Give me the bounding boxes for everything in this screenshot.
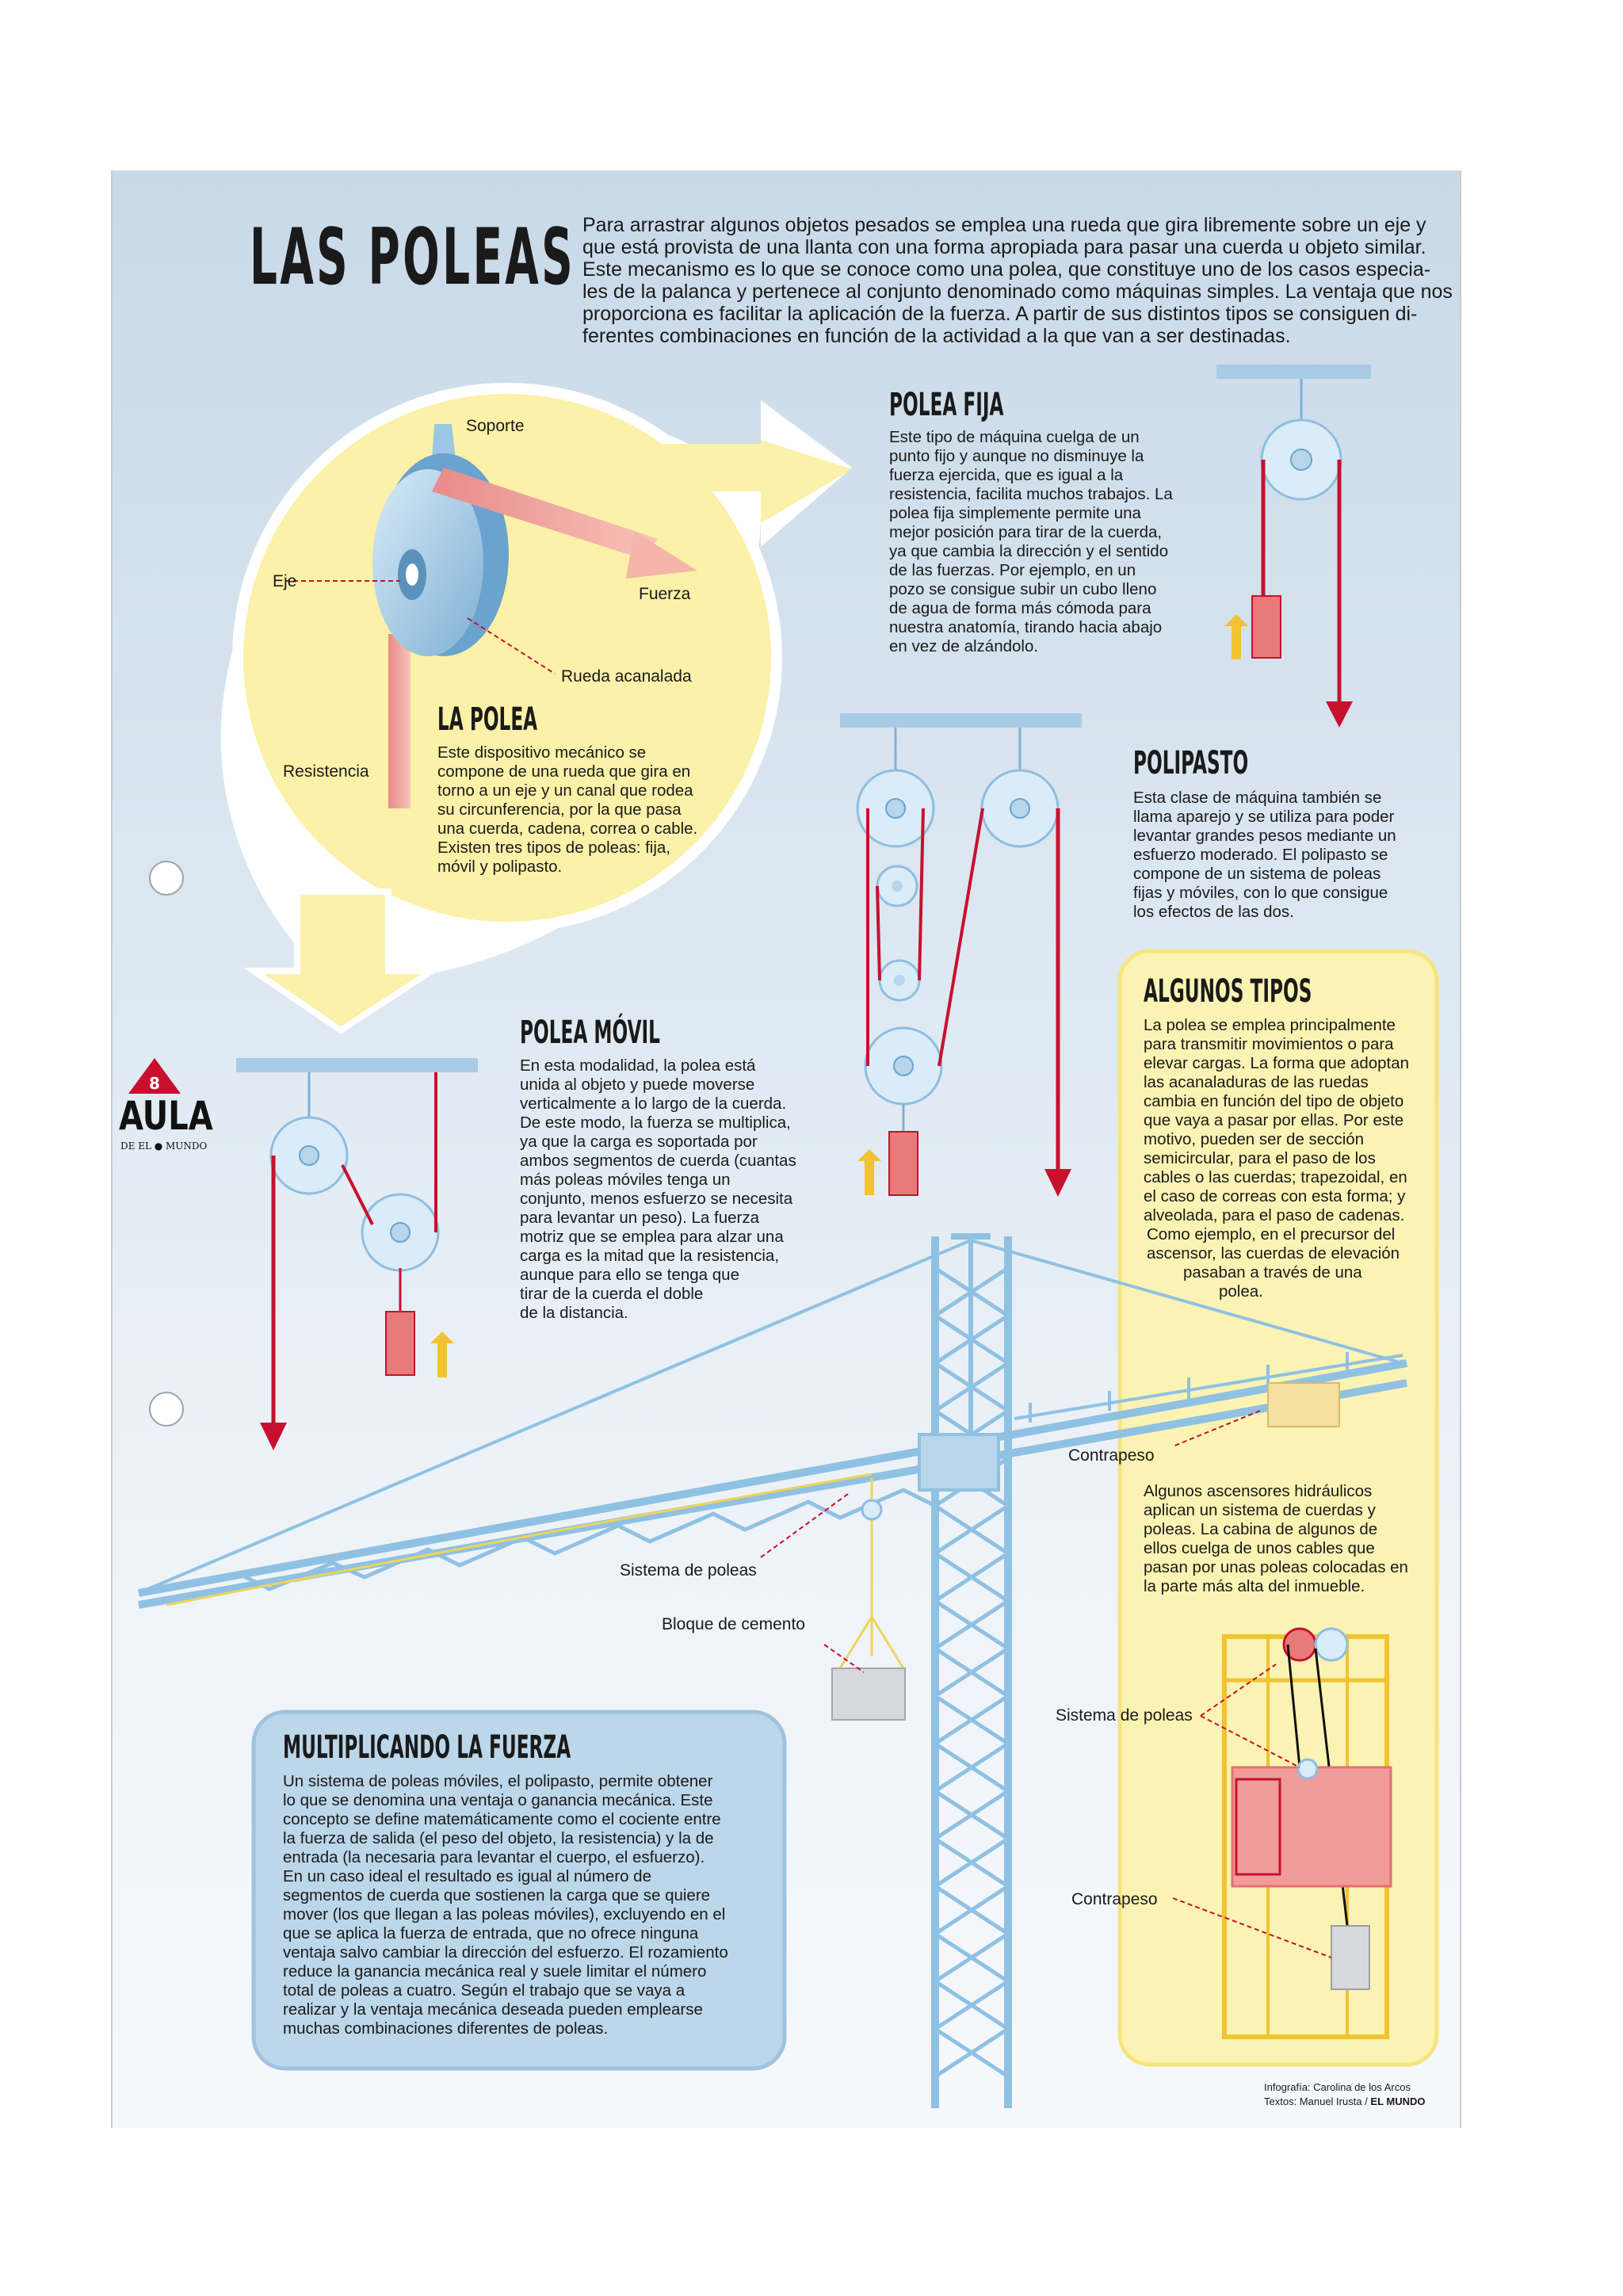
text-line: polea fija simplemente permite una <box>889 504 1141 522</box>
text-line: resistencia, facilita muchos trabajos. La <box>889 485 1173 503</box>
text-line: móvil y polipasto. <box>437 858 563 876</box>
text-line: Este tipo de máquina cuelga de un <box>889 428 1140 446</box>
la-polea-heading: LA POLEA <box>437 701 538 738</box>
text-line: Este dispositivo mecánico se <box>437 743 647 762</box>
text-line: motivo, pueden ser de sección <box>1144 1130 1365 1148</box>
text-line: ventaja salvo cambiar la dirección del esfuerzo. El rozamiento <box>283 1943 728 1962</box>
crane-counterweight-icon <box>1268 1383 1339 1427</box>
algunos-tipos-heading: ALGUNOS TIPOS <box>1144 973 1312 1010</box>
label-rueda-acanalada: Rueda acanalada <box>561 667 692 686</box>
text-line: Esta clase de máquina también se <box>1133 789 1382 807</box>
text-line: En esta modalidad, la polea está <box>520 1056 756 1075</box>
text-line: verticalmente a lo largo de la cuerda. <box>520 1095 787 1113</box>
text-line: total de poleas a cuatro. Según el trabajo que se vaya a <box>283 1981 685 2000</box>
text-line: la parte más alta del inmueble. <box>1144 1577 1365 1595</box>
text-line: las acanaladuras de las ruedas <box>1144 1073 1369 1091</box>
intro-text <box>582 214 1454 347</box>
polea-movil-diagram <box>236 1058 478 1450</box>
text-line: motriz que se emplea para alzar una <box>520 1228 784 1246</box>
text-line: ya que la carga es soportada por <box>520 1133 758 1151</box>
text-line: una cuerda, cadena, correa o cable. <box>437 819 698 838</box>
text-line: ambos segmentos de cuerda (cuantas <box>520 1152 796 1170</box>
text-line: elevar cargas. La forma que adoptan <box>1144 1054 1410 1072</box>
text-line: que vaya a pasar por ellas. Por este <box>1144 1111 1404 1129</box>
text-line: compone de un sistema de poleas <box>1133 865 1381 883</box>
text-line: ya que cambia la dirección y el sentido <box>889 542 1169 560</box>
text-line: en vez de alzándolo. <box>889 637 1039 655</box>
text-line: el caso de correas con esta forma; y <box>1144 1187 1406 1205</box>
text-line: fijas y móviles, con lo que consigue <box>1133 884 1388 902</box>
text-line: punto fijo y aunque no disminuye la <box>889 447 1144 465</box>
text-line: compone de una rueda que gira en <box>437 762 691 781</box>
text-line: entrada (la necesaria para levantar el cuerpo, el esfuerzo). <box>283 1848 705 1866</box>
text-line: ascensor, las cuerdas de elevación <box>1147 1244 1400 1263</box>
text-line: para transmitir movimientos o para <box>1144 1035 1394 1053</box>
text-line: semicircular, para el paso de los <box>1144 1149 1376 1167</box>
polipasto-diagram <box>840 713 1082 1197</box>
multiplicando-text <box>283 1772 766 2038</box>
intro-line: que está provista de una llanta con una forma apropiada para pasar una cuerda u objeto similar. <box>582 236 1426 258</box>
polea-fija-heading: POLEA FIJA <box>889 387 1004 423</box>
text-line: lo que se denomina una ventaja o ganancia mecánica. Este <box>283 1791 713 1809</box>
text-line: conjunto, menos esfuerzo se necesita <box>520 1190 793 1208</box>
intro-line: Este mecanismo es lo que se conoce como una polea, que constituye uno de los casos especia- <box>582 258 1431 281</box>
label-soporte: Soporte <box>466 417 525 435</box>
text-line: de agua de forma más cómoda para <box>889 599 1151 617</box>
text-line: los efectos de las dos. <box>1133 903 1294 921</box>
label-elevator-contrapeso: Contrapeso <box>1071 1890 1158 1908</box>
text-line: concepto se define matemáticamente como el cociente entre <box>283 1810 721 1828</box>
polipasto-text <box>1133 789 1442 922</box>
text-line: la fuerza de salida (el peso del objeto, la resistencia) y la de <box>283 1829 714 1847</box>
text-line: mover (los que llegan a las poleas móviles), excluyendo en el <box>283 1905 726 1924</box>
text-line: La polea se emplea principalmente <box>1144 1016 1396 1034</box>
multiplicando-heading: MULTIPLICANDO LA FUERZA <box>283 1729 571 1766</box>
label-fuerza: Fuerza <box>639 585 691 603</box>
text-line: llama aparejo y se utiliza para poder <box>1133 808 1395 826</box>
text-line: muchas combinaciones diferentes de poleas. <box>283 2019 609 2038</box>
label-elevator-sistema-poleas: Sistema de poleas <box>1056 1706 1193 1725</box>
label-eje: Eje <box>273 572 297 590</box>
credits-brand: EL MUNDO <box>1370 2095 1426 2107</box>
credits <box>1264 2080 1426 2109</box>
text-line: tirar de la cuerda el doble <box>520 1285 704 1303</box>
label-resistencia: Resistencia <box>283 762 369 781</box>
text-line: pozo se consigue subir un cubo lleno <box>889 580 1157 598</box>
text-line: cambia en función del tipo de objeto <box>1144 1092 1404 1110</box>
polea-movil-heading: POLEA MÓVIL <box>520 1014 660 1051</box>
aula-logo-sub: DE EL ● MUNDO <box>120 1140 208 1152</box>
text-line: unida al objeto y puede moverse <box>520 1075 755 1094</box>
text-line: de la distancia. <box>520 1304 628 1322</box>
text-line: De este modo, la fuerza se multiplica, <box>520 1114 791 1132</box>
intro-line: Para arrastrar algunos objetos pesados se emplea una rueda que gira libremente sobre un eje y <box>582 214 1426 236</box>
la-polea-text <box>437 743 723 877</box>
aula-logo-number: 8 <box>149 1074 160 1093</box>
text-line: pasaban a través de una <box>1183 1263 1362 1282</box>
intro-line: les de la palanca y pertenece al conjunto denominado como máquinas simples. La ventaja que nos <box>582 281 1453 303</box>
text-line: ellos cuelga de unos cables que <box>1144 1539 1375 1557</box>
text-line: torno a un eje y un canal que rodea <box>437 781 693 800</box>
label-crane-sistema-poleas: Sistema de poleas <box>620 1561 757 1580</box>
algunos-tipos-text <box>1144 1016 1429 1301</box>
text-line: pasan por unas poleas colocadas en <box>1144 1558 1408 1576</box>
text-line: aplican un sistema de cuerdas y <box>1144 1501 1376 1519</box>
credits-infografia: Infografía: Carolina de los Arcos <box>1264 2081 1411 2093</box>
text-line: polea. <box>1219 1282 1263 1301</box>
text-line: aunque para ello se tenga que <box>520 1266 739 1284</box>
text-line: cables o las cuerdas; trapezoidal, en <box>1144 1168 1407 1186</box>
text-line: fuerza ejercida, que es igual a la <box>889 466 1124 484</box>
text-line: mejor posición para tirar de la cuerda, <box>889 523 1163 541</box>
text-line: poleas. La cabina de algunos de <box>1144 1520 1378 1538</box>
text-line: alveolada, para el paso de cadenas. <box>1144 1206 1405 1224</box>
credits-textos-author: Textos: Manuel Irusta / <box>1264 2095 1371 2107</box>
text-line: esfuerzo moderado. El polipasto se <box>1133 846 1388 864</box>
text-line: realizar y la ventaja mecánica deseada pueden emplearse <box>283 2000 703 2019</box>
text-line: nuestra anatomía, tirando hacia abajo <box>889 618 1163 636</box>
credits-textos <box>1264 2095 1426 2109</box>
ascensores-text <box>1144 1482 1437 1596</box>
text-line: Como ejemplo, en el precursor del <box>1147 1225 1396 1244</box>
text-line: para levantar un peso). La fuerza <box>520 1209 759 1227</box>
text-line: Existen tres tipos de poleas: fija, <box>437 839 670 857</box>
text-line: segmentos de cuerda que sostienen la carga que se quiere <box>283 1886 711 1904</box>
text-line: levantar grandes pesos mediante un <box>1133 827 1396 845</box>
polea-movil-text <box>520 1056 845 1323</box>
text-line: carga es la mitad que la resistencia, <box>520 1247 780 1265</box>
text-line: En un caso ideal el resultado es igual al número de <box>283 1867 651 1885</box>
intro-line: ferentes combinaciones en función de la actividad a la que van a ser destinadas. <box>582 325 1291 347</box>
polipasto-heading: POLIPASTO <box>1133 745 1249 781</box>
label-bloque-cemento: Bloque de cemento <box>662 1615 805 1633</box>
polea-fija-diagram <box>1216 365 1371 728</box>
text-line: más poleas móviles tenga un <box>520 1171 731 1189</box>
text-line: Un sistema de poleas móviles, el polipasto, permite obtener <box>283 1772 713 1790</box>
text-line: su circunferencia, por la que pasa <box>437 800 682 819</box>
text-line: que se aplica la fuerza de entrada, que no ofrece ninguna <box>283 1924 699 1943</box>
text-line: de las fuerzas. Por ejemplo, en un <box>889 561 1136 579</box>
label-crane-contrapeso: Contrapeso <box>1068 1446 1155 1465</box>
text-line: Algunos ascensores hidráulicos <box>1144 1482 1373 1500</box>
text-line: reduce la ganancia mecánica real y suele limitar el número <box>283 1962 707 1981</box>
aula-logo-word: AULA <box>119 1093 213 1139</box>
page-title: LAS POLEAS <box>250 212 576 303</box>
intro-line: proporciona es facilitar la aplicación de la fuerza. A partir de sus distintos tipos se consiguen di- <box>582 303 1418 325</box>
polea-fija-text <box>889 428 1206 656</box>
